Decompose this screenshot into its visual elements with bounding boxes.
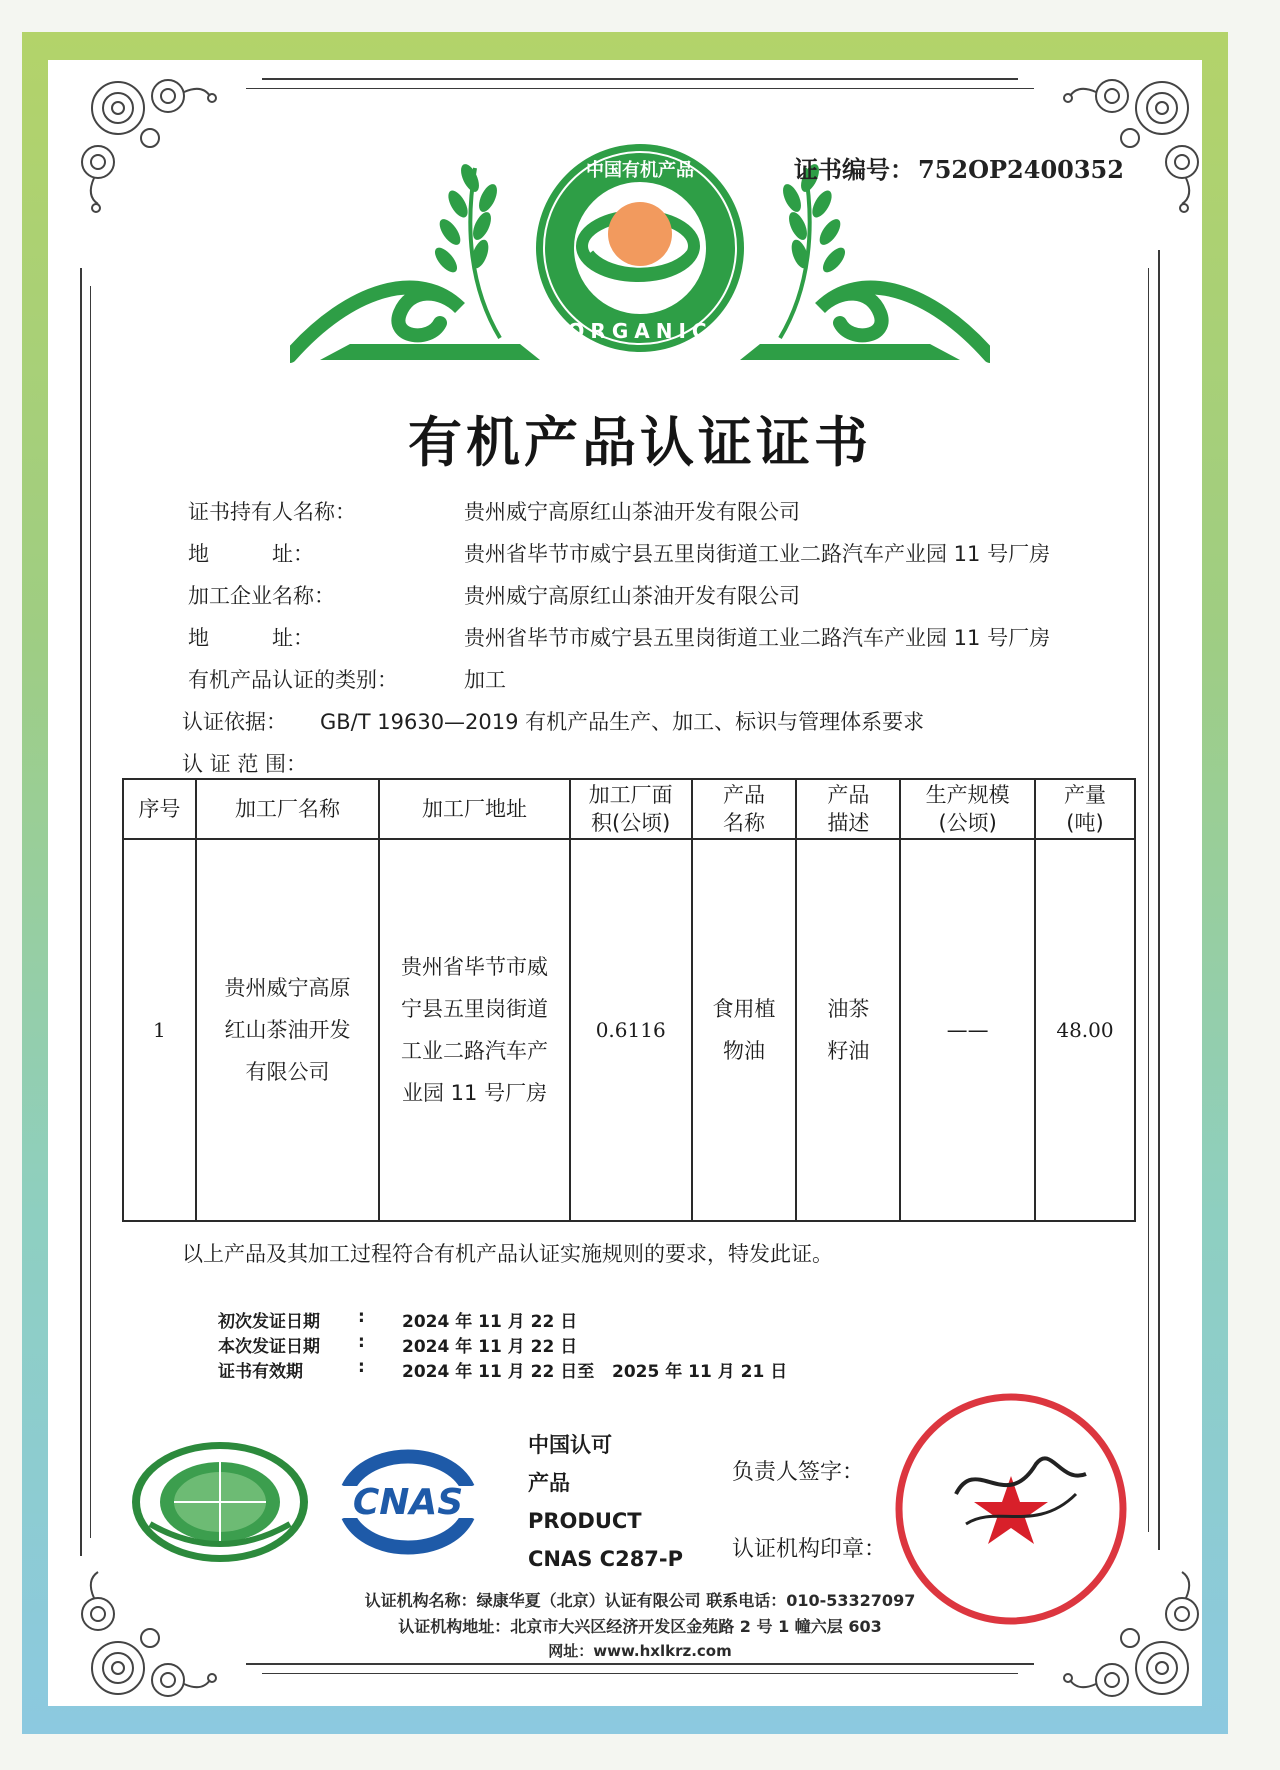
footer-address: 认证机构地址：北京市大兴区经济开发区金苑路 2 号 1 幢六层 603 <box>398 1617 882 1636</box>
cell-index: 1 <box>123 839 196 1221</box>
holder-address-value: 贵州省毕节市威宁县五里岗街道工业二路汽车产业园 11 号厂房 <box>464 542 1051 566</box>
first-issue-label: 初次发证日期 <box>218 1312 320 1332</box>
accreditation-line4: CNAS C287-P <box>528 1547 684 1571</box>
first-issue-value: 2024 年 11 月 22 日 <box>402 1312 578 1332</box>
validity-label: 证书有效期 <box>218 1362 303 1382</box>
processor-address-value: 贵州省毕节市威宁县五里岗街道工业二路汽车产业园 11 号厂房 <box>464 626 1051 650</box>
processor-value: 贵州威宁高原红山茶油开发有限公司 <box>464 584 800 608</box>
header-factory-address: 加工厂地址 <box>379 779 569 839</box>
basis-label: 认证依据： <box>182 710 287 734</box>
cell-scale: —— <box>900 839 1035 1221</box>
header-factory-name: 加工厂名称 <box>196 779 380 839</box>
basis-value: GB/T 19630—2019 有机产品生产、加工、标识与管理体系要求 <box>320 710 925 734</box>
category-label: 有机产品认证的类别： <box>188 668 398 692</box>
header-output: 产量(吨) <box>1035 779 1135 839</box>
validity-from: 2024 年 11 月 22 日至 <box>402 1362 595 1382</box>
accreditation-line2: 产品 <box>528 1471 570 1495</box>
cnas-logo-text: CNAS <box>352 1482 464 1523</box>
current-issue-colon: : <box>358 1332 365 1352</box>
green-healthy-badge-icon <box>130 1440 310 1564</box>
top-rule-2 <box>246 88 1034 89</box>
top-rule <box>262 78 1018 80</box>
header-scale: 生产规模(公顷) <box>900 779 1035 839</box>
accreditation-line3: PRODUCT <box>528 1509 642 1533</box>
corner-swirl-top-right-icon <box>1060 66 1210 216</box>
signature-label: 负责人签字： <box>732 1460 865 1485</box>
corner-swirl-top-left-icon <box>70 66 220 216</box>
holder-label: 证书持有人名称： <box>188 500 356 524</box>
holder-address-label: 地 址： <box>188 542 314 566</box>
header-area: 加工厂面积(公顷) <box>570 779 692 839</box>
processor-label: 加工企业名称： <box>188 584 335 608</box>
logo-text: 中国有机产品 <box>586 160 694 181</box>
scope-label: 认 证 范 围： <box>182 752 308 776</box>
cnas-logo-icon <box>328 1436 488 1568</box>
certificate-number <box>790 150 1124 185</box>
cell-product-name: 食用植物油 <box>692 839 797 1221</box>
validity-colon: : <box>358 1357 365 1377</box>
processor-address-label: 地 址： <box>188 626 314 650</box>
footer-org: 认证机构名称：绿康华夏（北京）认证有限公司 联系电话：010-53327097 <box>364 1591 916 1610</box>
header-index: 序号 <box>123 779 196 839</box>
holder-value: 贵州威宁高原红山茶油开发有限公司 <box>464 500 800 524</box>
certificate-number-label: 证书编号： <box>794 155 914 184</box>
statement: 以上产品及其加工过程符合有机产品认证实施规则的要求，特发此证。 <box>182 1242 833 1266</box>
table-header-row <box>123 779 1135 839</box>
cell-factory-name: 贵州威宁高原红山茶油开发有限公司 <box>196 839 380 1221</box>
logo-text-en: ORGANIC <box>567 319 713 343</box>
cell-area: 0.6116 <box>570 839 692 1221</box>
category-value: 加工 <box>464 668 506 692</box>
footer-web: 网址：www.hxlkrz.com <box>548 1642 732 1660</box>
cell-output: 48.00 <box>1035 839 1135 1221</box>
header-product-name: 产品名称 <box>692 779 797 839</box>
page-title: 有机产品认证证书 <box>408 410 872 474</box>
table-row <box>123 839 1135 1221</box>
header-product-desc: 产品描述 <box>796 779 900 839</box>
accreditation-line1: 中国认可 <box>528 1433 612 1457</box>
cell-product-desc: 油茶籽油 <box>796 839 900 1221</box>
certificate-number-value: 752OP2400352 <box>918 155 1124 184</box>
seal-label: 认证机构印章： <box>732 1537 887 1562</box>
accreditation-text <box>528 1426 683 1578</box>
bottom-rule-2 <box>262 1673 1018 1674</box>
cell-factory-address: 贵州省毕节市威宁县五里岗街道工业二路汽车产业园 11 号厂房 <box>379 839 569 1221</box>
first-issue-colon: : <box>358 1307 365 1327</box>
current-issue-label: 本次发证日期 <box>218 1337 320 1357</box>
bottom-rule <box>246 1663 1034 1665</box>
current-issue-value: 2024 年 11 月 22 日 <box>402 1337 578 1357</box>
validity-to: 2025 年 11 月 21 日 <box>612 1362 788 1382</box>
scope-table <box>122 778 1136 1222</box>
